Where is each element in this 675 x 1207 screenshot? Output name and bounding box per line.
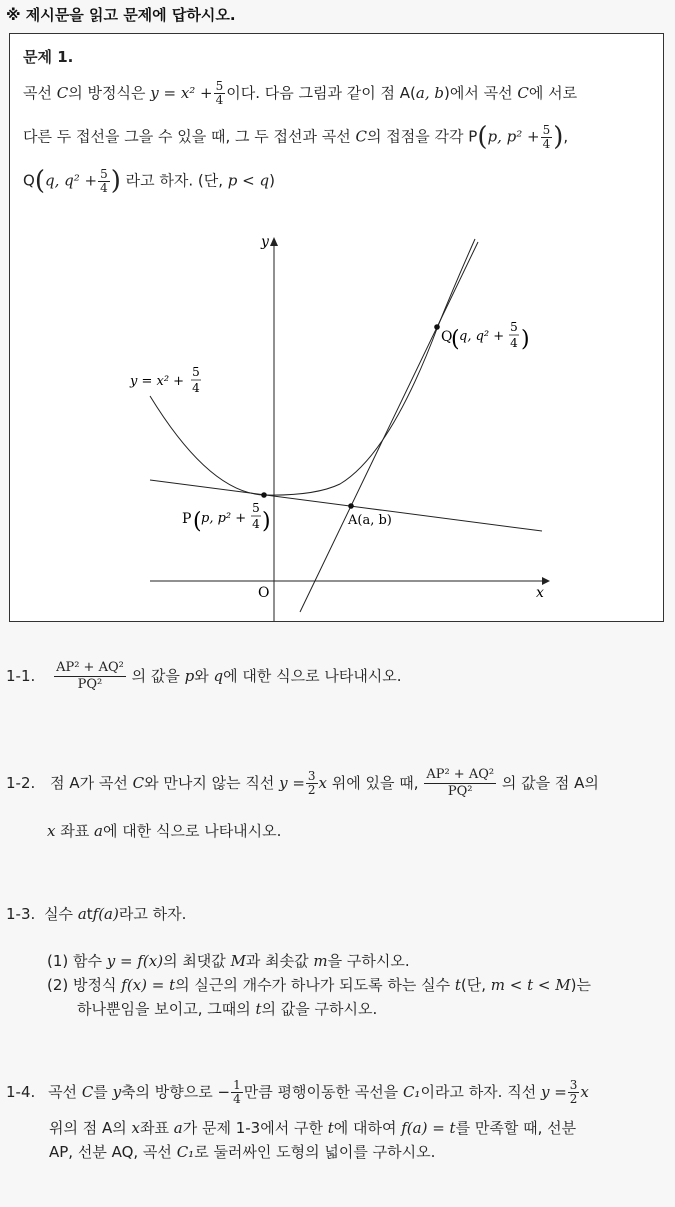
question-1-3-sub-2-line-2: 하나뿐임을 보이고, 그때의 t의 값을 구하시오. xyxy=(77,1000,378,1018)
fraction-5-4: $\frac{5}{4}$ xyxy=(215,79,224,107)
point-p-label: P xyxy=(182,511,192,527)
point-a xyxy=(348,503,354,509)
svg-text:(: ( xyxy=(193,509,202,534)
y-axis-arrow xyxy=(270,237,278,246)
svg-text:5: 5 xyxy=(192,365,200,379)
point-q xyxy=(434,324,440,330)
question-1-4: 1-4. 곡선 C를 y축의 방향으로 − $\frac{1}{4}$ 만큼 평행이동한 곡선을 C₁이라고 하자. 직선 y = $\frac{3}{2}$ x xyxy=(6,1078,589,1106)
curve-label: y = x² + xyxy=(130,374,185,389)
question-1-3-sub-1: (1) 함수 y = f(x)의 최댓값 M과 최솟값 m을 구하시오. xyxy=(47,952,410,970)
svg-text:(: ( xyxy=(451,327,460,352)
problem-line-2: 다른 두 접선을 그을 수 있을 때, 그 두 접선과 곡선 C의 접점을 각각 P(p, p² + $\frac{5}{4}$ ), xyxy=(23,122,569,152)
svg-text:p, p² +: p, p² + xyxy=(201,511,247,526)
graph-figure xyxy=(10,34,663,621)
svg-text:q, q² +: q, q² + xyxy=(459,329,505,344)
question-1-1: 1-1. $\frac{\text{AP² + AQ²}}{\text{PQ²}}$ 의 값을 p와 q에 대한 식으로 나타내시오. xyxy=(6,660,402,692)
origin-label: O xyxy=(258,585,270,601)
x-axis-arrow xyxy=(542,577,550,585)
svg-text:4: 4 xyxy=(252,517,260,531)
question-1-4-line-2: 위의 점 A의 x좌표 a가 문제 1-3에서 구한 t에 대하여 f(a) = t를 만족할 때, 선분 xyxy=(49,1119,577,1137)
y-axis-label: y xyxy=(261,234,269,250)
svg-text:): ) xyxy=(521,327,530,352)
question-1-3-sub-2: (2) 방정식 f(x) = t의 실근의 개수가 하나가 되도록 하는 실수 t(단, m < t < M)는 xyxy=(47,976,591,994)
point-a-label: A(a, b) xyxy=(348,513,392,528)
tangent-line-q xyxy=(300,242,478,612)
problem-line-1: 곡선 C의 방정식은 y = x² + $\frac{5}{4}$ 이다. 다음 그림과 같이 점 A(a, b)에서 곡선 C에 서로 xyxy=(23,79,578,107)
point-p xyxy=(261,492,267,498)
svg-text:5: 5 xyxy=(510,320,518,334)
question-1-2-line-2: x 좌표 a에 대한 식으로 나타내시오. xyxy=(47,822,282,840)
problem-title: 문제 1. xyxy=(23,48,74,66)
svg-text:4: 4 xyxy=(192,381,200,395)
x-axis-label: x xyxy=(536,585,544,601)
svg-text:4: 4 xyxy=(510,336,518,350)
question-1-4-line-3: AP, 선분 AQ, 곡선 C₁로 둘러싸인 도형의 넓이를 구하시오. xyxy=(49,1143,436,1161)
question-1-2: 1-2. 점 A가 곡선 C와 만나지 않는 직선 y = $\frac{3}{2}$ x 위에 있을 때, $\frac{\text{AP² + AQ²}}{\text{PQ²}}$ 의 값을 점 A의 xyxy=(6,767,599,799)
problem-line-3: Q(q, q² + $\frac{5}{4}$ ) 라고 하자. (단, p < q) xyxy=(23,166,275,196)
point-q-label: Q xyxy=(441,329,453,345)
svg-text:5: 5 xyxy=(252,501,260,515)
problem-box xyxy=(9,33,664,622)
instruction-header: ※ 제시문을 읽고 문제에 답하시오. xyxy=(6,6,236,24)
fraction-ap-aq-pq: $\frac{\text{AP² + AQ²}}{\text{PQ²}}$ xyxy=(56,660,124,692)
question-1-3: 1-3. 실수 atf(a)라고 하자. xyxy=(6,905,187,923)
svg-text:): ) xyxy=(262,509,271,534)
